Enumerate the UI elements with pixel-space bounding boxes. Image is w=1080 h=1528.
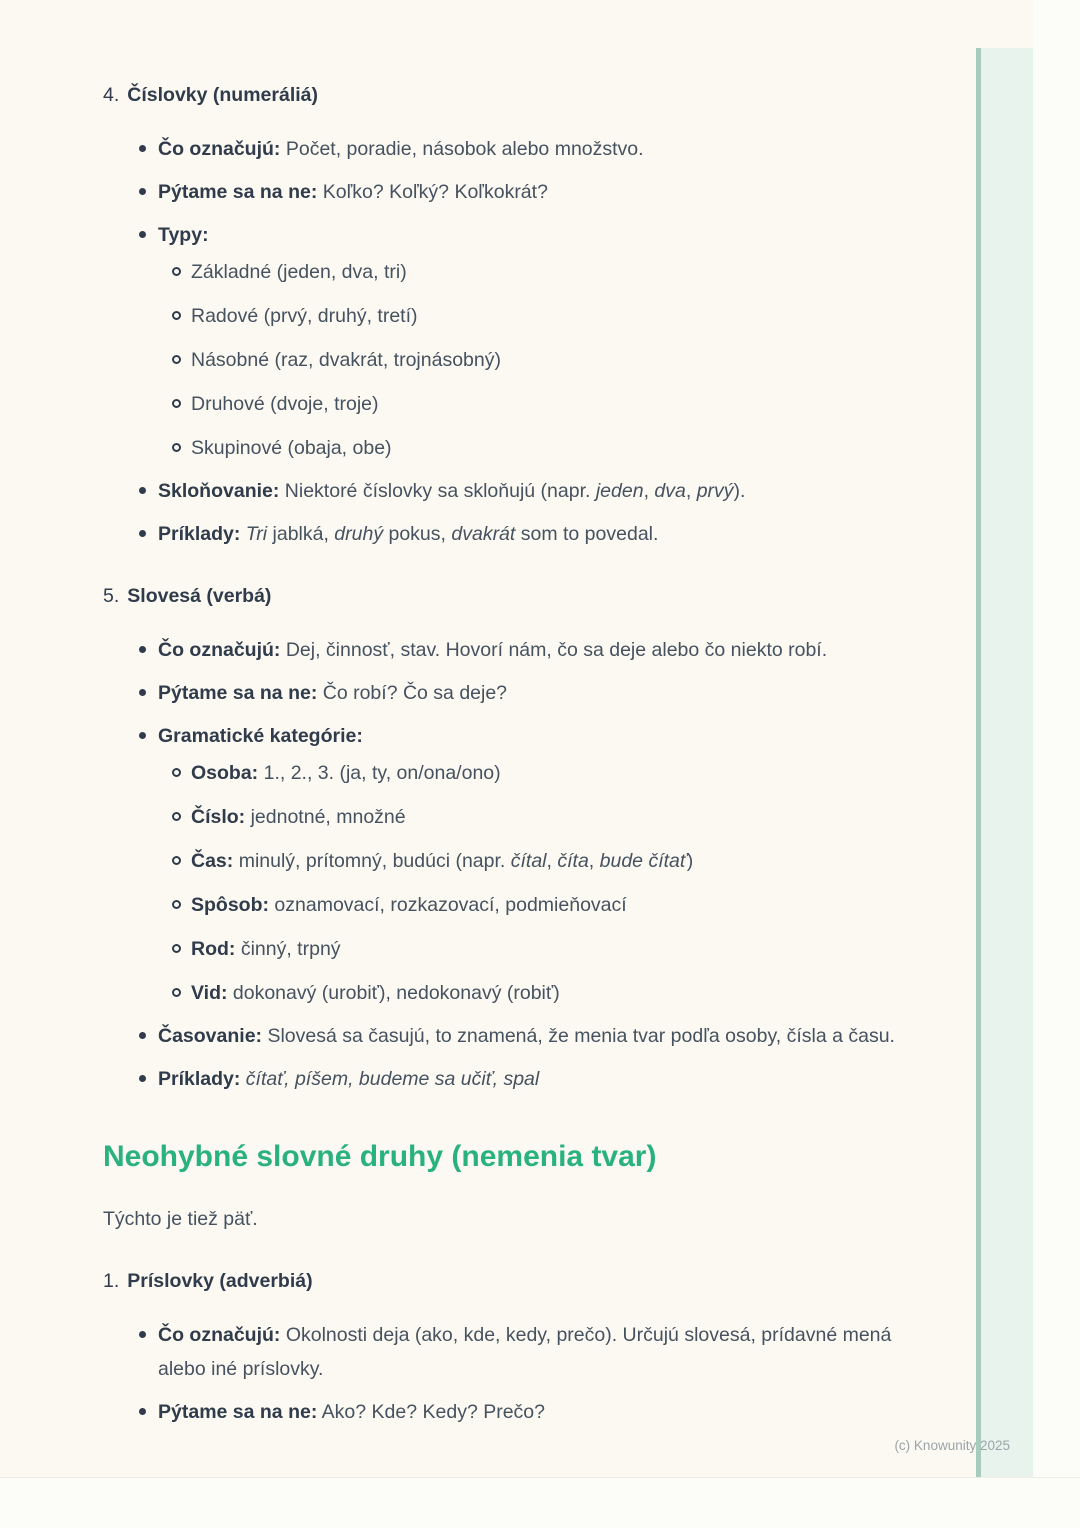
italic-text: čítal (510, 850, 547, 872)
sub-bullet-item (172, 800, 906, 834)
italic-text: číta (557, 850, 589, 872)
bold-text: Skloňovanie: (158, 480, 280, 502)
bullet-item (138, 633, 906, 667)
sub-bullet-text (191, 932, 906, 966)
bold-text: Pýtame sa na ne: (158, 1401, 318, 1423)
plain-text: minulý, prítomný, budúci (napr. (233, 850, 511, 872)
bold-text: Čo označujú: (158, 1324, 281, 1346)
bold-text: Časovanie: (158, 1025, 263, 1047)
bullet-item (138, 719, 906, 1010)
paragraph: Týchto je tiež päť. (103, 1208, 258, 1230)
sub-bullet-text (191, 888, 906, 922)
plain-text: , (588, 850, 600, 872)
plain-text: dokonavý (urobiť), nedokonavý (robiť) (227, 982, 560, 1004)
sub-bullet-item (172, 888, 906, 922)
bullet-text (158, 633, 906, 667)
plain-text: Základné (jeden, dva, tri) (191, 261, 407, 283)
bullet-text (158, 1019, 906, 1053)
section-heading (103, 78, 906, 112)
plain-text: Čo robí? Čo sa deje? (317, 682, 508, 704)
italic-text: prvý (696, 480, 734, 502)
plain-text: pokus, (383, 523, 452, 545)
sub-bullet-list (172, 255, 906, 465)
sub-bullet-text (191, 800, 906, 834)
bold-text: Osoba: (191, 762, 259, 784)
plain-text: Počet, poradie, násobok alebo množstvo. (280, 138, 644, 160)
plain-text: Ako? Kde? Kedy? Prečo? (317, 1401, 545, 1423)
plain-text: jablká, (267, 523, 335, 545)
bullet-text (158, 218, 906, 252)
plain-text: Dej, činnosť, stav. Hovorí nám, čo sa deje alebo čo niekto robí. (280, 639, 828, 661)
section-green-heading: Neohybné slovné druhy (nemenia tvar) (103, 1140, 657, 1173)
plain-text: Okolnosti deja (ako, kde, kedy, prečo). Určujú slovesá, prídavné mená alebo iné príslovky. (158, 1324, 892, 1380)
bold-text: Čas: (191, 850, 234, 872)
bold-text: Typy: (158, 224, 209, 246)
bold-text: Príklady: (158, 1068, 241, 1090)
sub-bullet-item (172, 844, 906, 878)
bullet-text (158, 175, 906, 209)
italic-text: bude čítať (599, 850, 687, 872)
bullet-item (138, 1062, 906, 1096)
section-title: Číslovky (numeráliá) (127, 84, 318, 106)
italic-text: dva (654, 480, 686, 502)
bullet-item (138, 218, 906, 465)
bold-text: Čo označujú: (158, 639, 281, 661)
bold-text: Pýtame sa na ne: (158, 682, 318, 704)
bold-text: Príklady: (158, 523, 241, 545)
plain-text: oznamovací, rozkazovací, podmieňovací (269, 894, 627, 916)
plain-text: ). (733, 480, 746, 502)
bold-text: Pýtame sa na ne: (158, 181, 318, 203)
bullet-text (158, 132, 906, 166)
plain-text: , (643, 480, 655, 502)
sub-bullet-text (191, 844, 906, 878)
sub-bullet-text (191, 976, 906, 1010)
plain-text: , (685, 480, 697, 502)
sub-bullet-list (172, 756, 906, 1010)
page-right-margin (1033, 0, 1080, 1528)
decorative-green-sidebar (976, 48, 1033, 1477)
sub-bullet-text (191, 387, 906, 421)
sub-bullet-item (172, 255, 906, 289)
bullet-text (158, 474, 906, 508)
sub-bullet-text (191, 299, 906, 333)
section-title: Slovesá (verbá) (127, 585, 272, 607)
plain-text: Radové (prvý, druhý, tretí) (191, 305, 418, 327)
sub-bullet-item (172, 387, 906, 421)
bullet-list (138, 1318, 906, 1429)
sub-bullet-item (172, 343, 906, 377)
sub-bullet-item (172, 756, 906, 790)
plain-text: Slovesá sa časujú, to znamená, že menia tvar podľa osoby, čísla a času. (262, 1025, 895, 1047)
sub-bullet-text (191, 431, 906, 465)
italic-text: čítať, píšem, budeme sa učiť, spal (245, 1068, 540, 1090)
bullet-list (138, 132, 906, 551)
bullet-item (138, 132, 906, 166)
bullet-text (158, 1318, 906, 1386)
sub-bullet-item (172, 431, 906, 465)
sub-bullet-item (172, 932, 906, 966)
bullet-item (138, 517, 906, 551)
bullet-item (138, 1019, 906, 1053)
section-number: 1. (103, 1270, 120, 1292)
bold-text: Gramatické kategórie: (158, 725, 363, 747)
bullet-list (138, 633, 906, 1096)
italic-text: dvakrát (451, 523, 516, 545)
section-heading (103, 1264, 906, 1298)
sub-bullet-text (191, 255, 906, 289)
bullet-text (158, 517, 906, 551)
section-heading (103, 579, 906, 613)
plain-text: Niektoré číslovky sa skloňujú (napr. (279, 480, 596, 502)
italic-text: jeden (595, 480, 644, 502)
bullet-item (138, 1395, 906, 1429)
plain-text: Skupinové (obaja, obe) (191, 437, 392, 459)
bold-text: Spôsob: (191, 894, 269, 916)
bullet-item (138, 676, 906, 710)
bold-text: Rod: (191, 938, 236, 960)
sub-bullet-item (172, 299, 906, 333)
plain-text: som to povedal. (515, 523, 659, 545)
bold-text: Vid: (191, 982, 228, 1004)
bullet-text (158, 719, 906, 753)
bold-text: Číslo: (191, 806, 246, 828)
footer-credit: (c) Knowunity 2025 (894, 1438, 1010, 1453)
bullet-text (158, 1062, 906, 1096)
plain-text: 1., 2., 3. (ja, ty, on/ona/ono) (258, 762, 501, 784)
plain-text: Násobné (raz, dvakrát, trojnásobný) (191, 349, 501, 371)
bullet-text (158, 676, 906, 710)
italic-text: druhý (334, 523, 384, 545)
plain-text: Druhové (dvoje, troje) (191, 393, 379, 415)
section-number: 5. (103, 585, 120, 607)
bold-text: Čo označujú: (158, 138, 281, 160)
sub-bullet-item (172, 976, 906, 1010)
plain-text: , (546, 850, 558, 872)
bullet-item (138, 474, 906, 508)
bullet-item (138, 1318, 906, 1386)
sub-bullet-text (191, 756, 906, 790)
plain-text: Koľko? Koľký? Koľkokrát? (317, 181, 548, 203)
plain-text: činný, trpný (235, 938, 341, 960)
bullet-text (158, 1395, 906, 1429)
page-bottom-edge (0, 1477, 1080, 1528)
section-number: 4. (103, 84, 120, 106)
plain-text: ) (686, 850, 694, 872)
bullet-item (138, 175, 906, 209)
italic-text: Tri (245, 523, 268, 545)
plain-text: jednotné, množné (245, 806, 406, 828)
sub-bullet-text (191, 343, 906, 377)
section-title: Príslovky (adverbiá) (127, 1270, 313, 1292)
